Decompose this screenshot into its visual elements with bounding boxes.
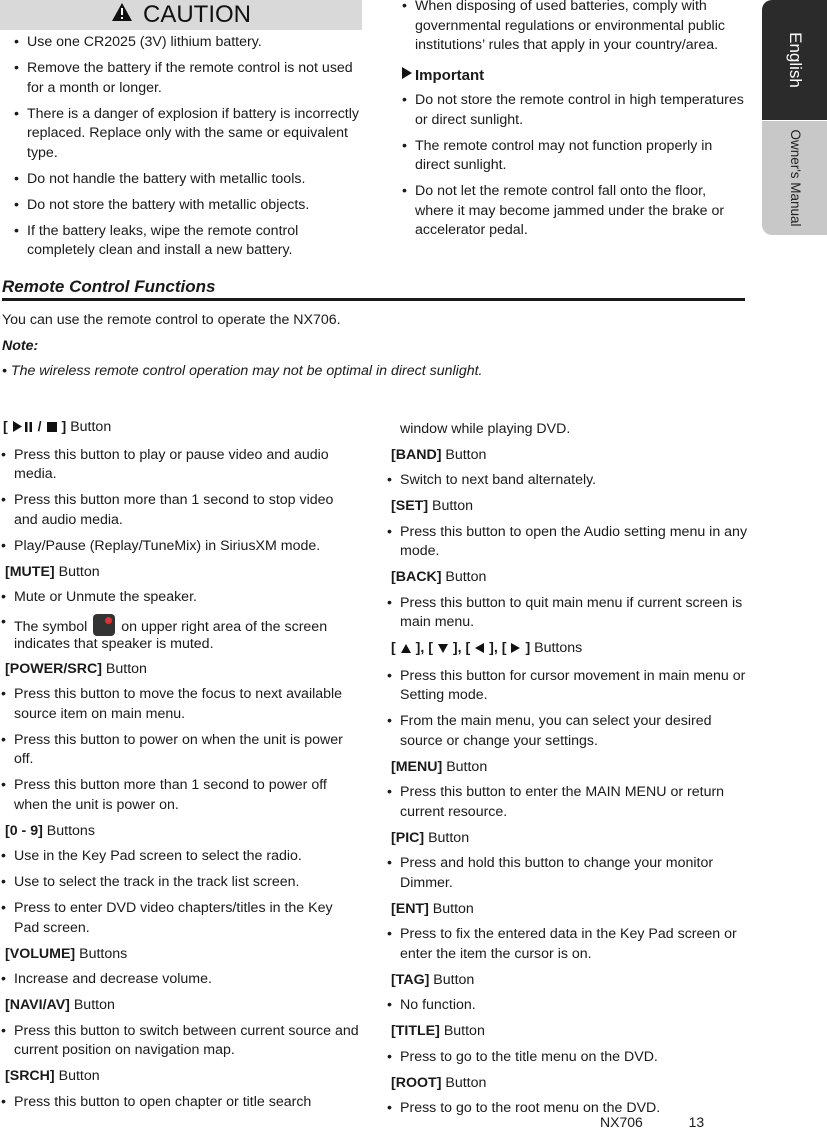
- button-name: [BACK]: [391, 569, 442, 585]
- tab-owners-manual[interactable]: [762, 121, 827, 235]
- list-item: • From the main menu, you can select your desired source or change your settings.: [386, 712, 748, 751]
- list-item: • Press this button to play or pause video and audio media.: [0, 446, 360, 485]
- button-name: [POWER/SRC]: [5, 660, 102, 677]
- entry-suffix: Button: [433, 971, 475, 988]
- entry-heading: [386, 568, 748, 588]
- power-list: [0, 685, 360, 815]
- button-name: [SRCH]: [5, 1068, 55, 1084]
- list-item: • Press this button to move the focus to next available source item on main menu.: [0, 685, 360, 724]
- caution-heading: [111, 0, 251, 30]
- important-list: [401, 91, 746, 241]
- entry-heading: [386, 758, 748, 778]
- caution-banner: [0, 0, 362, 30]
- entry-suffix: Buttons: [79, 945, 128, 962]
- button-name: [MENU]: [391, 758, 443, 775]
- play-pause-list: [0, 446, 360, 557]
- list-item: • Switch to next band alternately.: [386, 471, 748, 491]
- separator: /: [37, 419, 42, 435]
- power-entry: [0, 660, 360, 816]
- caution-title: CAUTION: [143, 1, 251, 28]
- entry-suffix: Button: [445, 569, 487, 585]
- list-item: • Do not store the remote control in high temperatures or direct sunlight.: [401, 91, 746, 130]
- pic-list: [386, 854, 748, 893]
- button-name: [PIC]: [391, 829, 425, 846]
- srch-continued-text: window while playing DVD.: [400, 421, 571, 437]
- numbers-list: [0, 847, 360, 938]
- tab-manual-label: Owner's Manual: [787, 129, 803, 227]
- list-item: • Press to enter DVD video chapters/titles in the Key Pad screen.: [0, 899, 360, 938]
- arrow-right-icon: [510, 641, 521, 661]
- entry-suffix: Button: [432, 498, 474, 514]
- right-column: [386, 420, 748, 1125]
- entry-heading: [386, 829, 748, 849]
- list-item: • Press this button to power on when the unit is power off.: [0, 731, 360, 770]
- entry-suffix: Button: [445, 1074, 487, 1091]
- arrow-down-icon: [437, 641, 449, 661]
- ent-list: [386, 925, 748, 964]
- list-item: • When disposing of used batteries, comply with governmental regulations or environmental public institutions’ rules that apply in your country/area.: [401, 0, 746, 56]
- intro-text: You can use the remote control to operate the NX706.: [2, 312, 341, 328]
- page-footer: [600, 1113, 750, 1133]
- list-item: • Press this button more than 1 second to power off when the unit is power on.: [0, 776, 360, 815]
- stop-icon: [46, 420, 58, 440]
- tab-english[interactable]: [762, 0, 827, 120]
- important-title: Important: [415, 66, 485, 84]
- entry-heading: [386, 1074, 748, 1094]
- footer-model: NX706: [600, 1114, 643, 1130]
- important-heading: [401, 66, 746, 86]
- menu-entry: [386, 758, 748, 823]
- ent-entry: [386, 900, 748, 965]
- list-item: • Press this button to open chapter or title search: [0, 1093, 360, 1113]
- list-item: • Use in the Key Pad screen to select the radio.: [0, 847, 360, 867]
- entry-suffix: Button: [73, 997, 115, 1013]
- entry-heading: [0, 822, 360, 842]
- mute-item-after: on upper right area of the screen indicates that speaker is muted.: [14, 619, 328, 652]
- navi-entry: [0, 996, 360, 1061]
- list-item: • Press and hold this button to change your monitor Dimmer.: [386, 854, 748, 893]
- note-label: Note:: [2, 337, 39, 354]
- list-item: • Do not store the battery with metallic objects.: [13, 196, 363, 216]
- entry-suffix: Button: [70, 419, 112, 435]
- mute-item-before: The symbol: [14, 619, 88, 635]
- button-name: [0 - 9]: [5, 822, 43, 839]
- button-name: [TITLE]: [391, 1023, 440, 1039]
- page-number: 13: [688, 1114, 705, 1130]
- title-list: [386, 1048, 748, 1068]
- battery-disposal-block: [401, 0, 746, 247]
- entry-suffix: Button: [445, 446, 487, 463]
- list-item: • Press this button to enter the MAIN MENU or return current resource.: [386, 783, 748, 822]
- tag-entry: [386, 971, 748, 1016]
- note-text: The wireless remote control operation may not be optimal in direct sunlight.: [10, 363, 483, 379]
- list-item: • Use one CR2025 (3V) lithium battery.: [13, 33, 363, 53]
- triangle-right-icon: [401, 66, 413, 86]
- button-name: [TAG]: [391, 971, 430, 988]
- root-entry: [386, 1074, 748, 1119]
- entry-suffix: Button: [428, 829, 470, 846]
- list-item: • Press this button more than 1 second to stop video and audio media.: [0, 491, 360, 530]
- entry-heading: [0, 1067, 360, 1087]
- section-title: Remote Control Functions: [2, 277, 216, 296]
- arrows-list: [386, 667, 748, 752]
- left-column: [0, 418, 360, 1119]
- button-name: [ENT]: [391, 900, 429, 917]
- volume-list: [0, 970, 360, 990]
- entry-heading: [0, 660, 360, 680]
- arrow-buttons-entry: [386, 639, 748, 751]
- list-item: • Remove the battery if the remote control is not used for a month or longer.: [13, 59, 363, 98]
- entry-heading: [386, 1022, 748, 1042]
- band-entry: [386, 446, 748, 491]
- list-item: • The remote control may not function properly in direct sunlight.: [401, 137, 746, 176]
- entry-suffix: Button: [58, 1068, 100, 1084]
- band-list: [386, 471, 748, 491]
- note-item: • The wireless remote control operation may not be optimal in direct sunlight.: [2, 363, 483, 379]
- tag-list: [386, 996, 748, 1016]
- entry-heading: [386, 497, 748, 517]
- srch-entry: [0, 1067, 360, 1112]
- warning-icon: [111, 2, 133, 29]
- button-name: [NAVI/AV]: [5, 997, 70, 1013]
- entry-heading: [386, 971, 748, 991]
- entry-suffix: Button: [446, 758, 488, 775]
- list-item: [0, 614, 360, 653]
- list-item: • If the battery leaks, wipe the remote control completely clean and install a new battery.: [13, 222, 363, 261]
- button-name: [ROOT]: [391, 1074, 442, 1091]
- list-item: • Play/Pause (Replay/TuneMix) in SiriusXM mode.: [0, 537, 360, 557]
- button-name: [BAND]: [391, 446, 442, 463]
- speaker-muted-icon: [93, 614, 115, 636]
- number-buttons-entry: [0, 822, 360, 939]
- arrow-left-icon: [474, 641, 485, 661]
- button-name: [MUTE]: [5, 563, 55, 580]
- entry-heading: [0, 945, 360, 965]
- list-item: • Do not let the remote control fall onto the floor, where it may become jammed under the brake or accelerator pedal.: [401, 182, 746, 241]
- title-entry: [386, 1022, 748, 1067]
- play-pause-entry: [0, 418, 360, 556]
- section-divider: [2, 298, 745, 301]
- section-intro: [2, 311, 742, 382]
- list-item: • No function.: [386, 996, 748, 1016]
- entry-suffix: Button: [443, 1023, 485, 1039]
- arrow-up-icon: [400, 641, 412, 661]
- pic-entry: [386, 829, 748, 894]
- list-item: • Press to fix the entered data in the Key Pad screen or enter the item the cursor is on.: [386, 925, 748, 964]
- list-item: • Mute or Unmute the speaker.: [0, 588, 360, 608]
- entry-suffix: Button: [105, 660, 147, 677]
- back-list: [386, 594, 748, 633]
- entry-heading: [386, 446, 748, 466]
- button-name: [VOLUME]: [5, 945, 76, 962]
- entry-suffix: Buttons: [46, 822, 95, 839]
- bracket-open: [: [3, 419, 8, 435]
- disposal-list: [401, 0, 746, 56]
- entry-suffix: Buttons: [534, 640, 583, 656]
- list-item: • Press this button to open the Audio setting menu in any mode.: [386, 523, 748, 562]
- entry-heading: [386, 900, 748, 920]
- list-item: • Press this button to quit main menu if current screen is main menu.: [386, 594, 748, 633]
- entry-heading: [0, 563, 360, 583]
- list-item: • Press this button to switch between current source and current position on navigation map.: [0, 1022, 360, 1061]
- list-item: • There is a danger of explosion if battery is incorrectly replaced. Replace only with the same or equivalent type.: [13, 105, 363, 164]
- list-item: • Use to select the track in the track list screen.: [0, 873, 360, 893]
- list-item: • Press to go to the title menu on the DVD.: [386, 1048, 748, 1068]
- entry-heading: [0, 418, 360, 440]
- play-pause-icon: [12, 420, 34, 440]
- list-item: • Do not handle the battery with metallic tools.: [13, 170, 363, 190]
- srch-list: [0, 1093, 360, 1113]
- set-entry: [386, 497, 748, 562]
- set-list: [386, 523, 748, 562]
- entry-heading: [0, 996, 360, 1016]
- caution-list: [13, 33, 363, 267]
- mute-entry: [0, 563, 360, 654]
- menu-list: [386, 783, 748, 822]
- bracket-close: ]: [61, 419, 67, 435]
- list-item: • Press to go to the root menu on the DVD.: [386, 1099, 748, 1119]
- list-item: • Increase and decrease volume.: [0, 970, 360, 990]
- list-item: • Press this button for cursor movement in main menu or Setting mode.: [386, 667, 748, 706]
- entry-suffix: Button: [432, 900, 474, 917]
- tab-english-label: English: [785, 32, 805, 88]
- mute-list: [0, 588, 360, 653]
- entry-heading: [ ], [ ], [ ], [ ] Buttons: [386, 639, 748, 661]
- navi-list: [0, 1022, 360, 1061]
- entry-suffix: Button: [58, 563, 100, 580]
- volume-entry: [0, 945, 360, 990]
- back-entry: [386, 568, 748, 633]
- button-name: [SET]: [391, 498, 429, 514]
